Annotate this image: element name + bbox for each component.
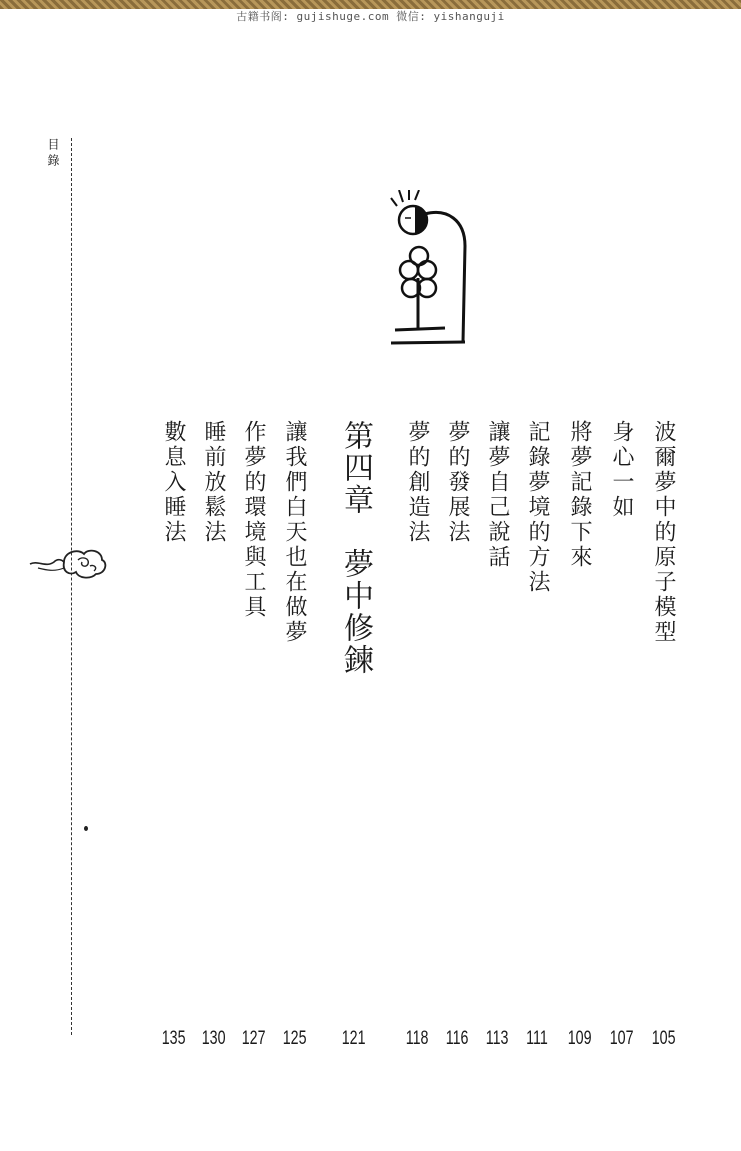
toc-entry-page: 113 xyxy=(485,1028,509,1049)
toc-chapter-title: 第四章 夢中修鍊 xyxy=(338,420,373,676)
toc-entry xyxy=(402,420,432,1050)
toc-entry xyxy=(238,420,268,1050)
side-label: 目錄 xyxy=(46,138,60,170)
toc-entry-title: 讓夢自己說話 xyxy=(485,420,510,570)
toc-entry-title: 數息入睡法 xyxy=(161,420,186,545)
toc-entry-title: 睡前放鬆法 xyxy=(201,420,226,545)
watermark: 古籍书阁: gujishuge.com 微信: yishanguji xyxy=(236,10,505,23)
cloud-ornament-icon xyxy=(28,542,108,582)
toc-entry-page: 125 xyxy=(282,1028,307,1049)
toc-entry-title: 波爾夢中的原子模型 xyxy=(651,420,676,645)
toc-entry xyxy=(279,420,309,1050)
toc-entry-title: 身心一如 xyxy=(609,420,634,520)
toc-entry-page: 135 xyxy=(161,1028,186,1049)
toc-entry-title: 記錄夢境的方法 xyxy=(525,420,550,595)
toc-entry-page: 130 xyxy=(201,1028,226,1049)
toc-entry xyxy=(158,420,188,1050)
toc-entry-page: 107 xyxy=(609,1028,634,1049)
toc-entry-page: 121 xyxy=(341,1028,366,1049)
toc-entry-page: 111 xyxy=(526,1028,548,1049)
meditating-figure-illustration xyxy=(385,190,485,350)
toc-entry-page: 127 xyxy=(241,1028,266,1049)
toc-entry-page: 105 xyxy=(651,1028,676,1049)
toc-entry-title: 夢的發展法 xyxy=(445,420,470,545)
toc-entry xyxy=(606,420,636,1050)
ink-dot xyxy=(84,826,88,831)
toc-entry xyxy=(442,420,472,1050)
toc-entry xyxy=(198,420,228,1050)
toc-entry xyxy=(522,420,552,1050)
toc-entry-page: 116 xyxy=(445,1028,469,1049)
toc-chapter-heading xyxy=(338,420,373,1050)
toc-entry-title: 將夢記錄下來 xyxy=(567,420,592,570)
toc-entry xyxy=(648,420,678,1050)
toc-entry xyxy=(482,420,512,1050)
toc-entry-page: 118 xyxy=(405,1028,429,1049)
toc-entry-title: 讓我們白天也在做夢 xyxy=(282,420,307,645)
toc-entry-title: 夢的創造法 xyxy=(405,420,430,545)
toc-entry-page: 109 xyxy=(567,1028,592,1049)
toc-entry-title: 作夢的環境與工具 xyxy=(241,420,266,620)
toc-entry xyxy=(564,420,594,1050)
margin-dashed-rule xyxy=(71,138,72,1035)
